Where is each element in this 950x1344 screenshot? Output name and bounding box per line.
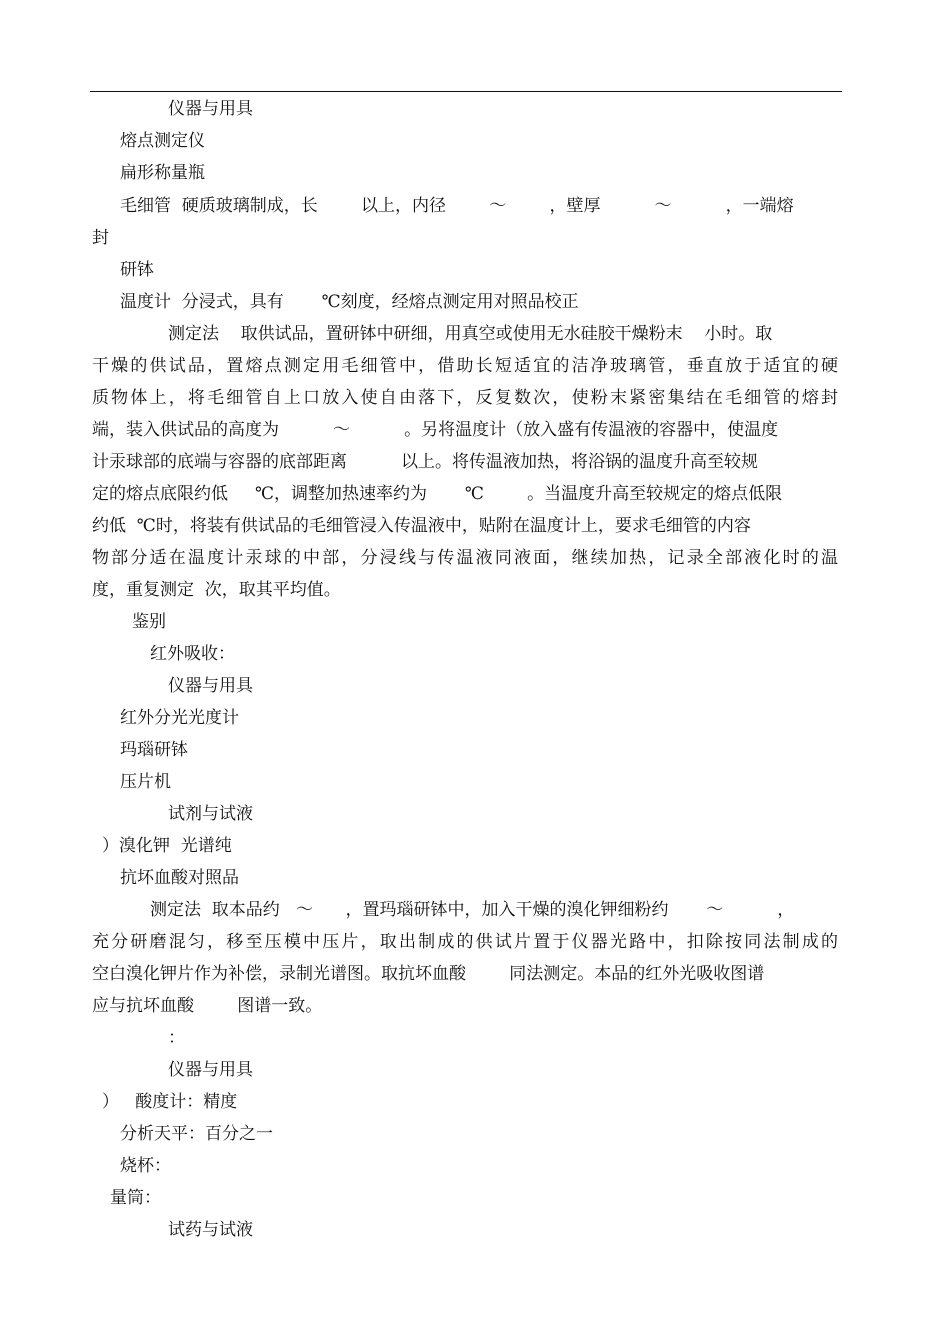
text-line: 玛瑙研钵 — [120, 740, 188, 760]
heading-reagents: 试药与试液 — [168, 1220, 253, 1240]
paragraph-line: 空白溴化钾片作为补偿，录制光谱图。取抗坏血酸 同法测定。本品的红外光吸收图谱 — [92, 964, 765, 984]
heading-instruments: 仪器与用具 — [168, 1060, 253, 1080]
paragraph-line: 测定法 取本品约 ～ ，置玛瑙研钵中，加入干燥的溴化钾细粉约 ～ ， — [150, 900, 795, 920]
paragraph-line: 物部分适在温度计汞球的中部，分浸线与传温液同液面，继续加热，记录全部液化时的温 — [92, 548, 838, 568]
text-line: 烧杯： — [120, 1156, 171, 1176]
text-line: 分析天平：百分之一 — [120, 1124, 273, 1144]
heading-infrared: 红外吸收： — [150, 644, 235, 664]
text-line: ）溴化钾 光谱纯 — [102, 836, 232, 856]
paragraph-line: 充分研磨混匀，移至压模中压片，取出制成的供试片置于仪器光路中，扣除按同法制成的 — [92, 932, 838, 952]
paragraph-line: 定的熔点底限约低 ℃，调整加热速率约为 ℃ 。当温度升高至较规定的熔点低限 — [92, 484, 783, 504]
text-line: 量筒： — [110, 1188, 161, 1208]
text-line: 红外分光光度计 — [120, 708, 239, 728]
paragraph-line: 约低 ℃时，将装有供试品的毛细管浸入传温液中，贴附在温度计上，要求毛细管的内容 — [92, 516, 751, 536]
paragraph-line: 测定法 取供试品，置研钵中研细，用真空或使用无水硅胶干燥粉末 小时。取 — [168, 324, 773, 344]
paragraph-line: 计汞球部的底端与容器的底部距离 以上。将传温液加热，将浴锅的温度升高至较规 — [92, 452, 759, 472]
text-line: 熔点测定仪 — [120, 131, 205, 151]
text-line: 压片机 — [120, 772, 171, 792]
paragraph-line: 度，重复测定 次，取其平均值。 — [92, 580, 341, 600]
text-line: 研钵 — [120, 260, 154, 280]
heading-instruments: 仪器与用具 — [168, 99, 253, 119]
text-line: 抗坏血酸对照品 — [120, 868, 239, 888]
paragraph-line: 端，装入供试品的高度为 ～ 。另将温度计（放入盛有传温液的容器中，使温度 — [92, 420, 779, 440]
header-rule — [90, 91, 842, 92]
heading-instruments: 仪器与用具 — [168, 676, 253, 696]
text-line: 扁形称量瓶 — [120, 163, 205, 183]
text-line: 封 — [92, 228, 109, 248]
paragraph-line: 质物体上，将毛细管自上口放入使自由落下，反复数次，使粉末紧密集结在毛细管的熔封 — [92, 388, 838, 408]
heading-reagents: 试剂与试液 — [168, 804, 253, 824]
text-line: ） 酸度计：精度 — [102, 1092, 238, 1112]
text-line: 毛细管 硬质玻璃制成，长 以上，内径 ～ ，壁厚 ～ ，一端熔 — [120, 196, 794, 216]
paragraph-line: 应与抗坏血酸 图谱一致。 — [92, 996, 323, 1016]
text-line: ： — [168, 1028, 185, 1048]
text-line: 温度计 分浸式，具有 ℃刻度，经熔点测定用对照品校正 — [120, 292, 579, 312]
paragraph-line: 干燥的供试品，置熔点测定用毛细管中，借助长短适宜的洁净玻璃管，垂直放于适宜的硬 — [92, 356, 838, 376]
heading-identification: 鉴别 — [132, 612, 166, 632]
